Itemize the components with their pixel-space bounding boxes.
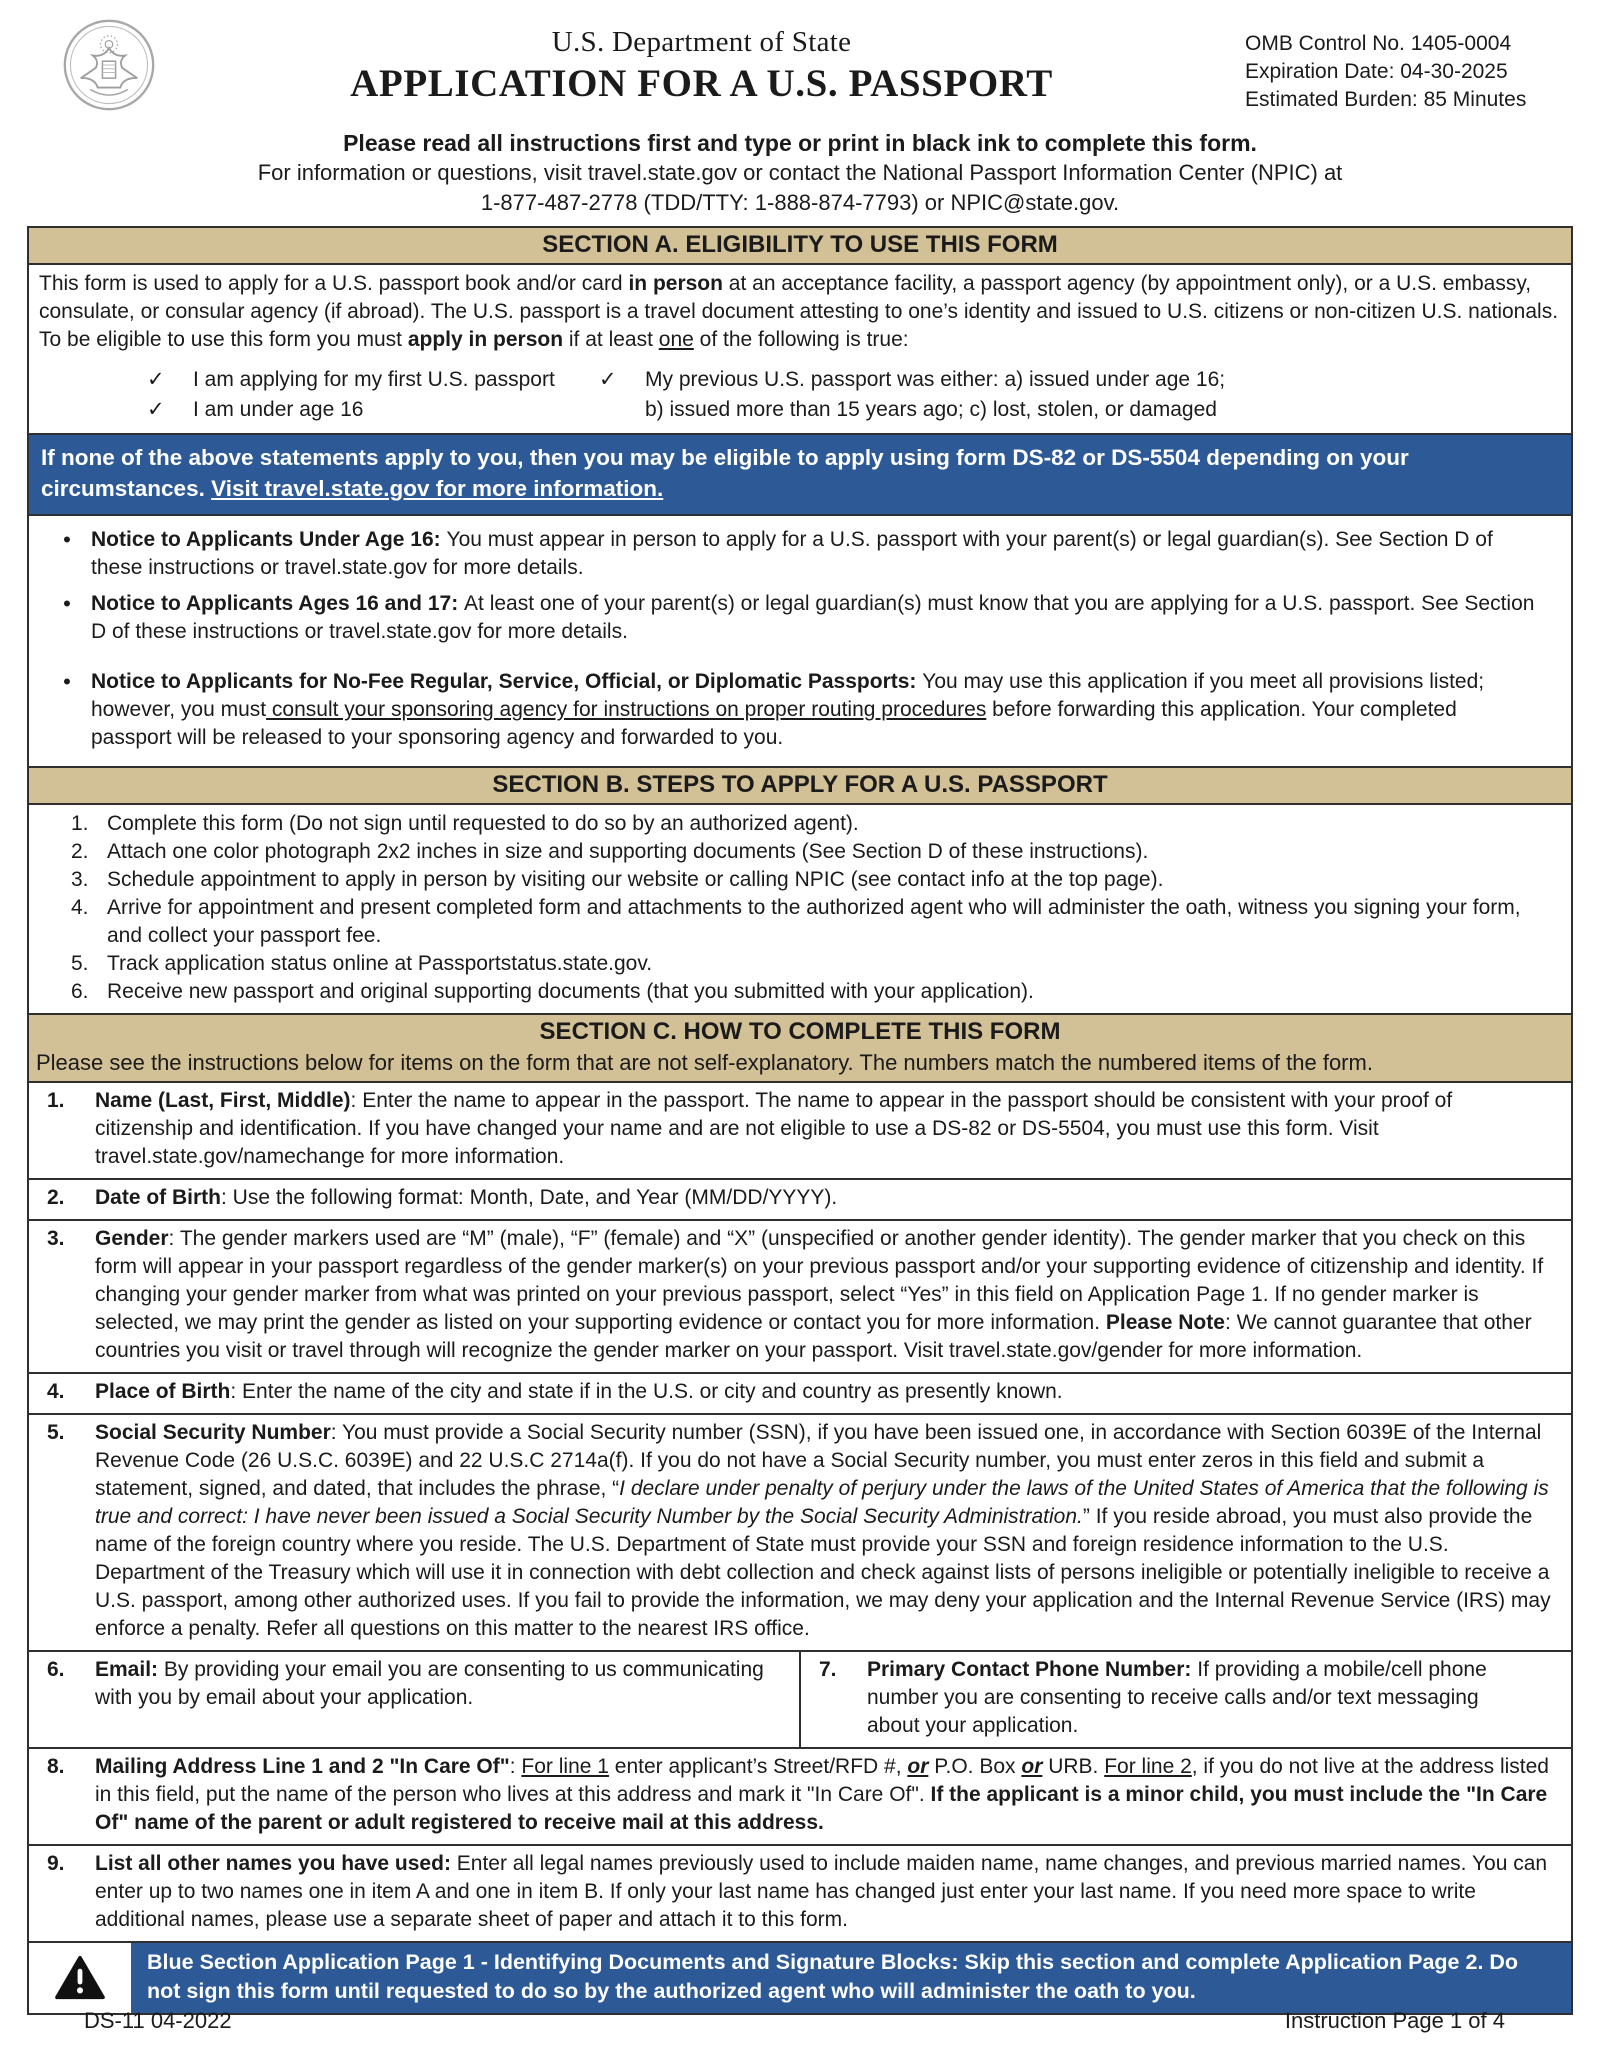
item-8-mailing-address <box>27 1747 1573 1846</box>
step-3 <box>67 866 1551 894</box>
step-number: 2. <box>71 840 89 863</box>
form-body <box>27 226 1573 2015</box>
item-text: Primary Contact Phone Number: If providing a mobile/cell phone number you are consenting to receive calls and/or text messaging about your application. <box>867 1658 1487 1737</box>
section-c-header-band <box>27 1013 1573 1083</box>
notice-ages-16-17 <box>43 590 1541 646</box>
bullet-icon: • <box>63 591 71 616</box>
notice-under-age-16 <box>43 526 1541 582</box>
item-7-primary-contact-phone <box>801 1652 1571 1747</box>
step-number: 6. <box>71 980 89 1003</box>
page-header <box>0 0 1600 120</box>
item-text: Place of Birth: Enter the name of the city and state if in the U.S. or city and country as presently known. <box>95 1380 1063 1403</box>
ds82-ds5504-notice-banner: If none of the above statements apply to you, then you may be eligible to apply using form DS-82 or DS-5504 depending on your circumstances. Visit travel.state.gov for more information. <box>27 433 1573 516</box>
item-text: Email: By providing your email you are consenting to us communicating with you by email about your application. <box>95 1658 764 1709</box>
omb-expiration-date: Expiration Date: 04-30-2025 <box>1245 60 1508 83</box>
department-name: U.S. Department of State <box>551 26 852 58</box>
item-text: Mailing Address Line 1 and 2 "In Care Of": For line 1 enter applicant’s Street/RFD #, or P.O. Box or URB. For line 2, if you do not live at the address listed in this field, put the name of the person who lives at this address and mark it "In Care Of". If the applicant is a minor child, you must include the "In Care Of" name of the parent or adult registered to receive mail at this address. <box>95 1755 1549 1834</box>
section-a-header: SECTION A. ELIGIBILITY TO USE THIS FORM <box>27 226 1573 265</box>
checklist-item <box>147 395 599 425</box>
step-number: 4. <box>71 896 89 919</box>
notice-no-fee-passports <box>43 668 1541 752</box>
step-6 <box>67 978 1551 1006</box>
item-number: 4. <box>47 1380 65 1403</box>
item-2-date-of-birth <box>27 1178 1573 1221</box>
step-number: 1. <box>71 812 89 835</box>
section-a-paragraph: This form is used to apply for a U.S. passport book and/or card in person at an acceptance facility, a passport agency (by appointment only), or a U.S. embassy, consulate, or consular agency (if abroad). The U.S. passport is a travel document attesting to one’s identity and issued to U.S. citizens or non-citizen U.S. nationals. To be eligible to use this form you must apply in person if at least one of the following is true: <box>39 272 1559 351</box>
omb-estimated-burden: Estimated Burden: 85 Minutes <box>1245 88 1527 111</box>
checkmark-icon: ✓ <box>147 398 165 421</box>
warning-text: Blue Section Application Page 1 - Identifying Documents and Signature Blocks: Skip this section and complete Application Page 2. Do not sign this form until requested to do so by the authorized agent who will administer the oath to you. <box>131 1943 1571 2013</box>
omb-control-number: OMB Control No. 1405-0004 <box>1245 32 1512 55</box>
checklist-item-label: I am under age 16 <box>193 398 364 421</box>
notice-text: Notice to Applicants for No-Fee Regular, Service, Official, or Diplomatic Passports: You may use this application if you meet all provisions listed; however, you must consult your sponsoring agency for instructions on proper routing procedures before forwarding this application. Your completed passport will be released to your sponsoring agency and forwarded to you. <box>91 670 1485 749</box>
form-edition: DS-11 04-2022 <box>84 2008 232 2033</box>
step-number: 3. <box>71 868 89 891</box>
checklist-item-label: b) issued more than 15 years ago; c) lost, stolen, or damaged <box>645 398 1217 421</box>
checklist-item-continuation <box>599 395 1225 425</box>
notice-text: Notice to Applicants Ages 16 and 17: At least one of your parent(s) or legal guardian(s) must know that you are applying for a U.S. passport. See Section D of these instructions or travel.state.gov for more details. <box>91 592 1535 643</box>
warning-icon-cell <box>29 1943 131 2013</box>
notice-text: Notice to Applicants Under Age 16: You must appear in person to apply for a U.S. passport with your parent(s) or legal guardian(s). See Section D of these instructions or travel.state.gov for more details. <box>91 528 1493 579</box>
us-department-of-state-seal-icon <box>62 16 158 120</box>
eligibility-checklist <box>29 361 1571 433</box>
intro-instructions <box>0 128 1600 218</box>
item-9-other-names <box>27 1844 1573 1943</box>
item-text: Name (Last, First, Middle): Enter the name to appear in the passport. The name to appear in the passport should be consistent with your proof of citizenship and identification. If you have changed your name and are not eligible to use a DS-82 or DS-5504, you must use this form. Visit travel.state.gov/namechange for more information. <box>95 1089 1453 1168</box>
items-6-7-row <box>27 1650 1573 1749</box>
item-number: 5. <box>47 1421 65 1444</box>
step-number: 5. <box>71 952 89 975</box>
item-number: 9. <box>47 1852 65 1875</box>
page-indicator: Instruction Page 1 of 4 <box>1284 2008 1505 2033</box>
intro-line-1: Please read all instructions first and type or print in black ink to complete this form. <box>343 130 1257 156</box>
item-3-gender <box>27 1219 1573 1374</box>
item-6-email <box>29 1652 801 1747</box>
item-4-place-of-birth <box>27 1372 1573 1415</box>
item-1-name <box>27 1081 1573 1180</box>
checklist-item <box>599 365 1225 395</box>
step-text: Schedule appointment to apply in person by visiting our website or calling NPIC (see contact info at the top page). <box>107 868 1164 891</box>
step-text: Arrive for appointment and present completed form and attachments to the authorized agent who will administer the oath, witness you signing your form, and collect your passport fee. <box>107 896 1521 947</box>
item-number: 3. <box>47 1227 65 1250</box>
bullet-icon: • <box>63 669 71 694</box>
checklist-item <box>147 365 599 395</box>
checklist-item-label: I am applying for my first U.S. passport <box>193 368 555 391</box>
step-text: Attach one color photograph 2x2 inches in size and supporting documents (See Section D of these instructions). <box>107 840 1149 863</box>
applicant-notices-box <box>27 514 1573 768</box>
step-1 <box>67 810 1551 838</box>
item-5-social-security-number <box>27 1413 1573 1652</box>
checkmark-icon: ✓ <box>147 368 165 391</box>
intro-line-3: 1-877-487-2778 (TDD/TTY: 1-888-874-7793) or NPIC@state.gov. <box>480 190 1120 215</box>
page-footer <box>84 2008 1505 2034</box>
section-a-eligibility-box <box>27 263 1573 435</box>
section-b-header: SECTION B. STEPS TO APPLY FOR A U.S. PASSPORT <box>27 766 1573 805</box>
item-text: Social Security Number: You must provide a Social Security number (SSN), if you have been issued one, in accordance with Section 6039E of the Internal Revenue Code (26 U.S.C. 6039E) and 22 U.S.C 2714a(f). If you do not have a Social Security number, you must enter zeros in this field and submit a statement, signed, and dated, that includes the phrase, “I declare under penalty of perjury under the laws of the United States of America that the following is true and correct: I have never been issued a Social Security Number by the Social Security Administration.” If you reside abroad, you must also provide the name of the foreign country where you reside. The U.S. Department of State must provide your SSN and foreign residence information to the U.S. Department of the Treasury which will use it in connection with debt collection and check against lists of persons ineligible or potentially ineligible to receive a U.S. passport, among other authorized uses. If you fail to provide the information, we may deny your application and the Internal Revenue Service (IRS) may enforce a penalty. Refer all questions on this matter to the nearest IRS office. <box>95 1421 1551 1640</box>
step-text: Complete this form (Do not sign until requested to do so by an authorized agent). <box>107 812 859 835</box>
bullet-icon: • <box>63 527 71 552</box>
item-number: 6. <box>47 1658 65 1681</box>
section-b-steps-box <box>27 803 1573 1015</box>
checkmark-icon: ✓ <box>599 368 617 391</box>
section-c-subtitle: Please see the instructions below for items on the form that are not self-explanatory. The numbers match the numbered items of the form. <box>29 1050 1571 1081</box>
section-c-header: SECTION C. HOW TO COMPLETE THIS FORM <box>29 1015 1571 1050</box>
step-text: Receive new passport and original supporting documents (that you submitted with your application). <box>107 980 1034 1003</box>
form-title: APPLICATION FOR A U.S. PASSPORT <box>350 62 1053 105</box>
item-number: 8. <box>47 1755 65 1778</box>
item-number: 2. <box>47 1186 65 1209</box>
step-4 <box>67 894 1551 950</box>
item-text: Gender: The gender markers used are “M” (male), “F” (female) and “X” (unspecified or another gender identity). The gender marker that you check on this form will appear in your passport regardless of the gender marker(s) on your previous passport and/or your supporting evidence of citizenship and identity. If changing your gender marker from what was printed on your previous passport, select “Yes” in this field on Application Page 1. If no gender marker is selected, we may print the gender as listed on your supporting evidence or contact you for more information. Please Note: We cannot guarantee that other countries you visit or travel through will recognize the gender marker on your passport. Visit travel.state.gov/gender for more information. <box>95 1227 1544 1362</box>
step-2 <box>67 838 1551 866</box>
intro-line-2: For information or questions, visit travel.state.gov or contact the National Passport Information Center (NPIC) at <box>257 160 1343 185</box>
item-text: List all other names you have used: Enter all legal names previously used to include maiden name, name changes, and previous married names. You can enter up to two names one in item A and one in item B. If only your last name has changed just enter your last name. If you need more space to write additional names, please use a separate sheet of paper and attach it to this form. <box>95 1852 1548 1931</box>
item-number: 1. <box>47 1089 65 1112</box>
item-number: 7. <box>819 1658 837 1681</box>
blue-section-warning-banner <box>27 1941 1573 2015</box>
warning-triangle-icon <box>54 1955 106 2001</box>
step-text: Track application status online at Passportstatus.state.gov. <box>107 952 653 975</box>
step-5 <box>67 950 1551 978</box>
item-text: Date of Birth: Use the following format: Month, Date, and Year (MM/DD/YYYY). <box>95 1186 838 1209</box>
checklist-item-label: My previous U.S. passport was either: a) issued under age 16; <box>645 368 1226 391</box>
